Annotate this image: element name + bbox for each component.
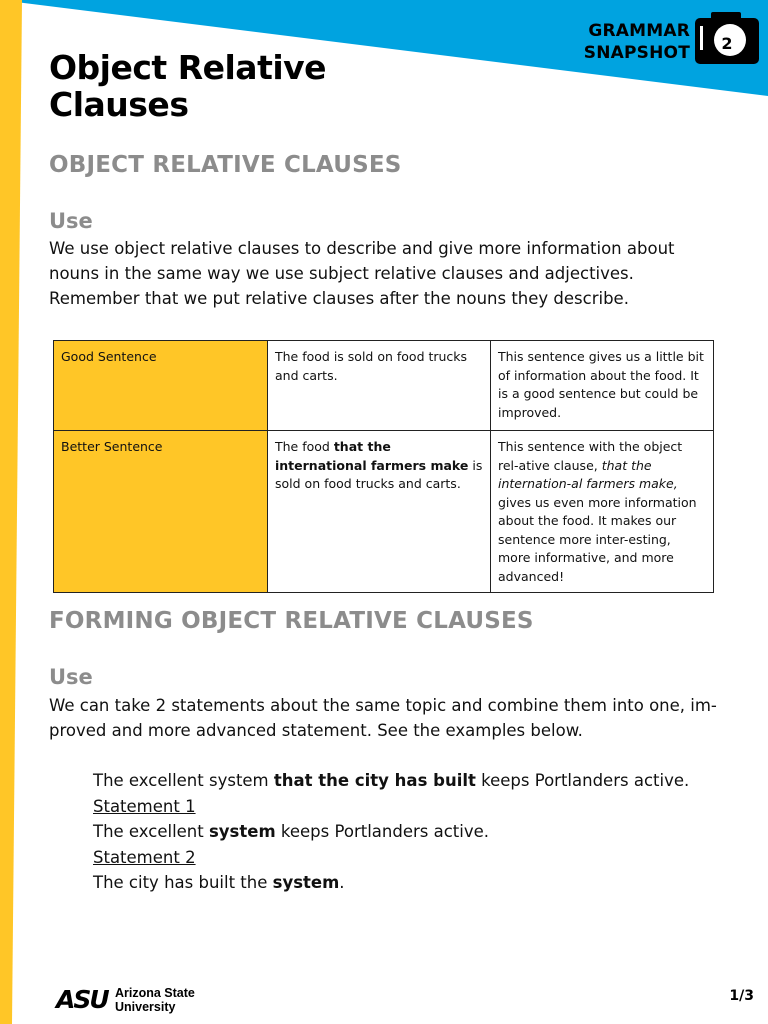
row-label: Better Sentence: [54, 431, 268, 593]
badge-number: 2: [721, 34, 733, 53]
page-title: [49, 49, 326, 123]
table-row: [54, 431, 714, 593]
asu-logo: [56, 986, 216, 1016]
table-row: [54, 341, 714, 431]
combined-example: [93, 768, 733, 794]
row-sentence: [268, 341, 491, 431]
asu-logo-name: [115, 987, 195, 1014]
statement-1-label: Statement 1: [93, 796, 196, 816]
comment-text-after: gives us even more information about the food. It makes our sentence more inter-esting, more informative, and more advanced!: [498, 494, 697, 584]
example-bold-text: system: [208, 822, 276, 841]
yellow-side-stripe: [0, 0, 22, 1024]
example-bold-text: that the city has built: [273, 771, 476, 790]
asu-logo-line-1: Arizona State: [115, 986, 195, 1000]
section1-subheading: Use: [49, 209, 93, 233]
section2-subheading: Use: [49, 665, 93, 689]
statement-2-label: Statement 2: [93, 847, 196, 867]
row-comment: [491, 431, 714, 593]
example-text-after: keeps Portlanders active.: [275, 822, 489, 841]
example-text-after: .: [339, 873, 345, 892]
sentence-bold-text: that the international farmers make: [275, 439, 469, 473]
sentence-text: The food is sold on food trucks and carts.: [275, 349, 468, 383]
section1-paragraph: We use object relative clauses to describe and give more information about nouns in the same way we use subject relative clauses and adjectives. Remember that we put relative clauses after the nouns they describe.: [49, 239, 675, 308]
comparison-table: [53, 340, 714, 593]
section-heading-forming-object-relative-clauses: FORMING OBJECT RELATIVE CLAUSES: [49, 608, 534, 634]
row-sentence: [268, 431, 491, 593]
comment-text: This sentence with the object rel-ative clause,: [498, 439, 683, 473]
statement-1-text: [93, 819, 733, 845]
asu-logo-line-2: University: [115, 999, 176, 1014]
example-bold-text: system: [272, 873, 340, 892]
row-label: Good Sentence: [54, 341, 268, 431]
example-text-after: keeps Portlanders active.: [475, 771, 690, 790]
title-line-1: Object Relative: [49, 48, 327, 87]
comment-italic-text: that the internation-al farmers make,: [498, 457, 678, 491]
sentence-text: The food: [275, 439, 334, 454]
title-line-2: Clauses: [49, 85, 189, 124]
asu-logo-mark: ASU: [56, 985, 108, 1014]
comment-text: This sentence gives us a little bit of information about the food. It is a good sentence but could be improved.: [498, 349, 704, 420]
badge-line-1: GRAMMAR: [588, 21, 690, 41]
examples-block: [93, 768, 733, 896]
statement-2-text: [93, 870, 733, 896]
page-number: 1/3: [729, 988, 754, 1004]
badge-line-2: SNAPSHOT: [583, 43, 690, 63]
section2-paragraph: We can take 2 statements about the same topic and combine them into one, im-proved and more advanced statement. See the examples below.: [49, 696, 717, 740]
section-heading-object-relative-clauses: OBJECT RELATIVE CLAUSES: [49, 152, 402, 178]
example-text: The excellent system: [93, 771, 274, 790]
example-text: The city has built the: [93, 873, 273, 892]
row-comment: [491, 341, 714, 431]
grammar-snapshot-badge: [580, 18, 760, 68]
sentence-text-after: is sold on food trucks and carts.: [275, 457, 483, 491]
example-text: The excellent: [93, 822, 209, 841]
